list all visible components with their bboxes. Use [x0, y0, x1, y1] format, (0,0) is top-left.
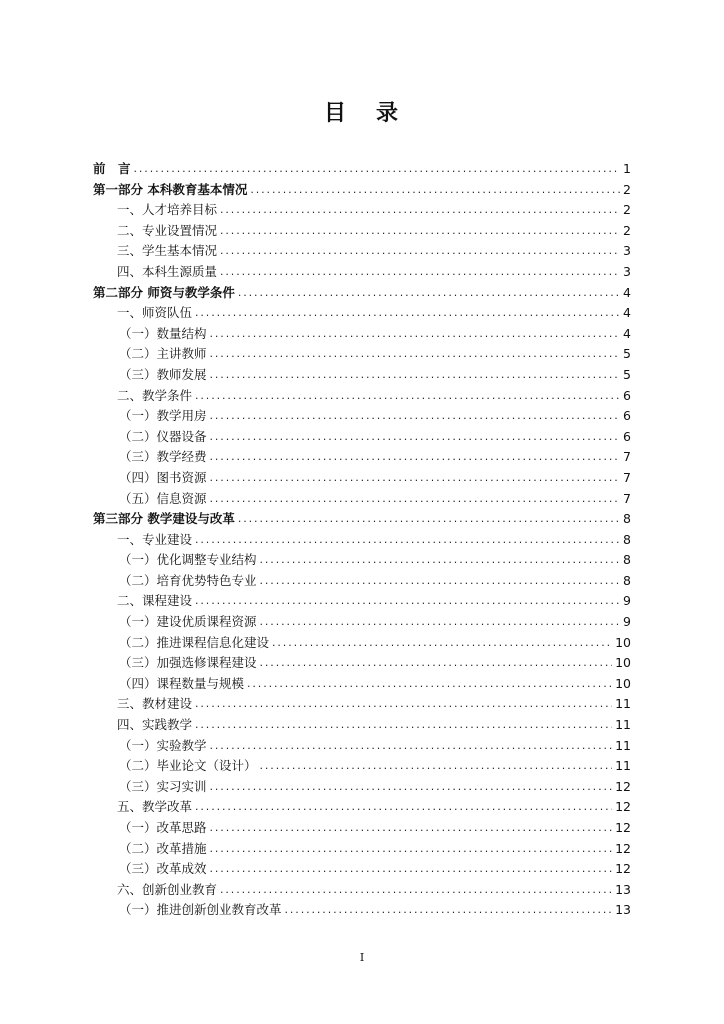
toc-entry-label: 二、教学条件	[117, 387, 193, 403]
toc-leader-dots	[220, 262, 620, 283]
toc-leader-dots	[238, 283, 620, 304]
toc-entry[interactable]	[93, 715, 631, 736]
toc-leader-dots	[220, 200, 620, 221]
toc-leader-dots	[260, 612, 620, 633]
toc-entry-label: （五）信息资源	[119, 490, 207, 506]
toc-leader-dots	[260, 550, 620, 571]
toc-entry-page: 2	[623, 222, 631, 238]
toc-entry-label: 四、实践教学	[117, 717, 193, 733]
toc-leader-dots	[285, 900, 613, 921]
toc-entry-page: 11	[615, 758, 631, 774]
toc-leader-dots	[134, 159, 620, 180]
toc-entry-page: 8	[623, 511, 631, 527]
toc-entry-page: 11	[615, 737, 631, 753]
toc-entry-page: 10	[615, 655, 631, 671]
toc-entry-page: 13	[615, 881, 631, 897]
toc-entry-label: 一、人才培养目标	[117, 202, 218, 218]
toc-entry[interactable]	[93, 447, 631, 468]
toc-entry-page: 12	[615, 820, 631, 835]
toc-leader-dots	[210, 736, 613, 757]
toc-entry-page: 12	[615, 799, 631, 815]
toc-entry-label: （一）推进创新创业教育改革	[119, 902, 282, 918]
toc-entry[interactable]	[93, 365, 631, 386]
toc-leader-dots	[210, 324, 620, 345]
toc-entry[interactable]	[93, 489, 631, 510]
toc-entry-label: 六、创新创业教育	[117, 881, 218, 897]
page-title	[0, 96, 724, 127]
toc-leader-dots	[210, 489, 620, 510]
toc-leader-dots	[220, 241, 620, 262]
toc-entry[interactable]	[93, 406, 631, 427]
toc-entry-label: （三）加强选修课程建设	[119, 655, 257, 671]
toc-entry[interactable]	[93, 324, 631, 345]
toc-entry-label: （一）改革思路	[119, 820, 207, 835]
toc-leader-dots	[272, 633, 612, 654]
toc-entry[interactable]	[93, 900, 631, 921]
toc-entry[interactable]	[93, 303, 631, 324]
toc-entry-label: （四）课程数量与规模	[119, 675, 245, 691]
toc-entry[interactable]	[93, 241, 631, 262]
toc-entry-label: 五、教学改革	[117, 799, 193, 815]
toc-leader-dots	[260, 653, 613, 674]
toc-entry-label: （一）建设优质课程资源	[119, 614, 257, 630]
toc-entry-page: 13	[615, 902, 631, 918]
page-number: I	[359, 951, 365, 964]
toc-entry[interactable]	[93, 880, 631, 901]
toc-entry-label: （一）优化调整专业结构	[119, 552, 257, 568]
toc-entry[interactable]	[93, 180, 631, 201]
toc-entry-label: （二）毕业论文（设计）	[119, 758, 257, 774]
toc-leader-dots	[210, 468, 620, 489]
toc-entry-label: 一、专业建设	[117, 531, 193, 547]
toc-entry-page: 7	[623, 490, 631, 506]
toc-leader-dots	[210, 818, 613, 839]
toc-entry-label: 二、专业设置情况	[117, 222, 218, 238]
toc-entry-label: （三）教师发展	[119, 366, 207, 382]
toc-leader-dots	[195, 530, 620, 551]
toc-entry[interactable]	[93, 694, 631, 715]
toc-entry-page: 9	[623, 593, 631, 609]
toc-entry[interactable]	[93, 756, 631, 777]
toc-entry-page: 7	[623, 469, 631, 485]
toc-entry-label: 四、本科生源质量	[117, 263, 218, 279]
toc-entry-label: （二）推进课程信息化建设	[119, 634, 270, 650]
title-char-right: 录	[376, 101, 401, 126]
toc-entry-page: 2	[623, 202, 631, 218]
toc-leader-dots	[195, 797, 612, 818]
toc-entry-page: 3	[623, 263, 631, 279]
toc-leader-dots	[220, 880, 612, 901]
toc-entry-label: 第二部分 师资与教学条件	[93, 284, 235, 300]
toc-entry-label: 三、学生基本情况	[117, 243, 218, 259]
toc-leader-dots	[210, 447, 620, 468]
toc-entry[interactable]	[93, 344, 631, 365]
toc-leader-dots	[260, 571, 620, 592]
toc-leader-dots	[195, 591, 620, 612]
toc-entry[interactable]	[93, 859, 631, 880]
toc-entry-page: 6	[623, 408, 631, 424]
toc-entry-page: 7	[623, 449, 631, 465]
toc-leader-dots	[210, 777, 613, 798]
toc-entry-label: （三）改革成效	[119, 861, 207, 877]
toc-entry-page: 8	[623, 572, 631, 588]
toc-entry[interactable]	[93, 653, 631, 674]
toc-entry-page: 3	[623, 243, 631, 259]
toc-entry[interactable]	[93, 427, 631, 448]
toc-entry-label: （三）教学经费	[119, 449, 207, 465]
toc-entry[interactable]	[93, 591, 631, 612]
toc-entry-label: （四）图书资源	[119, 469, 207, 485]
toc-entry[interactable]	[93, 550, 631, 571]
toc-entry-page: 12	[615, 840, 631, 856]
toc-leader-dots	[238, 509, 620, 530]
toc-entry-label: （二）仪器设备	[119, 428, 207, 444]
toc-entry-page: 4	[623, 284, 631, 300]
toc-entry[interactable]	[93, 509, 631, 530]
toc-leader-dots	[210, 839, 613, 860]
toc-entry[interactable]	[93, 818, 631, 839]
toc-entry[interactable]	[93, 386, 631, 407]
toc-entry-label: 前 言	[93, 161, 131, 176]
toc-entry-page: 4	[623, 305, 631, 321]
toc-entry-page: 1	[623, 161, 631, 176]
toc-entry-label: （二）培育优势特色专业	[119, 572, 257, 588]
toc-entry-page: 11	[615, 717, 631, 733]
toc-entry[interactable]	[93, 468, 631, 489]
toc-leader-dots	[195, 303, 620, 324]
toc-entry[interactable]	[93, 736, 631, 757]
toc-leader-dots	[195, 694, 612, 715]
toc-entry-page: 8	[623, 531, 631, 547]
toc-leader-dots	[260, 756, 613, 777]
toc-entry-page: 8	[623, 552, 631, 568]
toc-entry[interactable]	[93, 283, 631, 304]
toc-leader-dots	[247, 674, 612, 695]
toc-entry-label: （三）实习实训	[119, 778, 207, 794]
toc-entry[interactable]	[93, 530, 631, 551]
toc-entry-page: 5	[623, 346, 631, 362]
toc-entry-page: 10	[615, 634, 631, 650]
toc-entry-label: （一）教学用房	[119, 408, 207, 424]
toc-entry-page: 12	[615, 778, 631, 794]
toc-entry-label: 一、师资队伍	[117, 305, 193, 321]
toc-entry-page: 6	[623, 428, 631, 444]
toc-leader-dots	[210, 344, 620, 365]
toc-entry[interactable]	[93, 839, 631, 860]
table-of-contents	[93, 159, 631, 921]
toc-leader-dots	[210, 427, 620, 448]
toc-entry-page: 5	[623, 366, 631, 382]
toc-entry-label: 二、课程建设	[117, 593, 193, 609]
toc-entry-page: 9	[623, 614, 631, 630]
toc-entry-page: 10	[615, 675, 631, 691]
toc-entry[interactable]	[93, 221, 631, 242]
toc-leader-dots	[210, 365, 620, 386]
toc-entry-page: 12	[615, 861, 631, 877]
toc-entry-label: 三、教材建设	[117, 696, 193, 712]
toc-entry[interactable]	[93, 262, 631, 283]
toc-entry-label: （二）主讲教师	[119, 346, 207, 362]
toc-leader-dots	[195, 715, 612, 736]
toc-leader-dots	[250, 180, 620, 201]
toc-entry-page: 4	[623, 325, 631, 341]
toc-entry-page: 2	[623, 181, 631, 197]
toc-entry[interactable]	[93, 200, 631, 221]
toc-entry-page: 11	[615, 696, 631, 712]
toc-entry-label: （一）实验教学	[119, 737, 207, 753]
title-char-left: 目	[323, 101, 348, 126]
toc-entry[interactable]	[93, 777, 631, 798]
toc-leader-dots	[210, 406, 620, 427]
toc-leader-dots	[195, 386, 620, 407]
toc-entry-page: 6	[623, 387, 631, 403]
toc-leader-dots	[210, 859, 613, 880]
toc-entry-label: （二）改革措施	[119, 840, 207, 856]
toc-entry[interactable]	[93, 612, 631, 633]
toc-entry[interactable]	[93, 797, 631, 818]
toc-entry[interactable]	[93, 674, 631, 695]
toc-entry-label: 第三部分 教学建设与改革	[93, 511, 235, 527]
toc-entry-label: （一）数量结构	[119, 325, 207, 341]
toc-leader-dots	[220, 221, 620, 242]
toc-entry[interactable]	[93, 571, 631, 592]
toc-entry[interactable]	[93, 633, 631, 654]
toc-entry[interactable]	[93, 159, 631, 180]
toc-entry-label: 第一部分 本科教育基本情况	[93, 181, 248, 197]
